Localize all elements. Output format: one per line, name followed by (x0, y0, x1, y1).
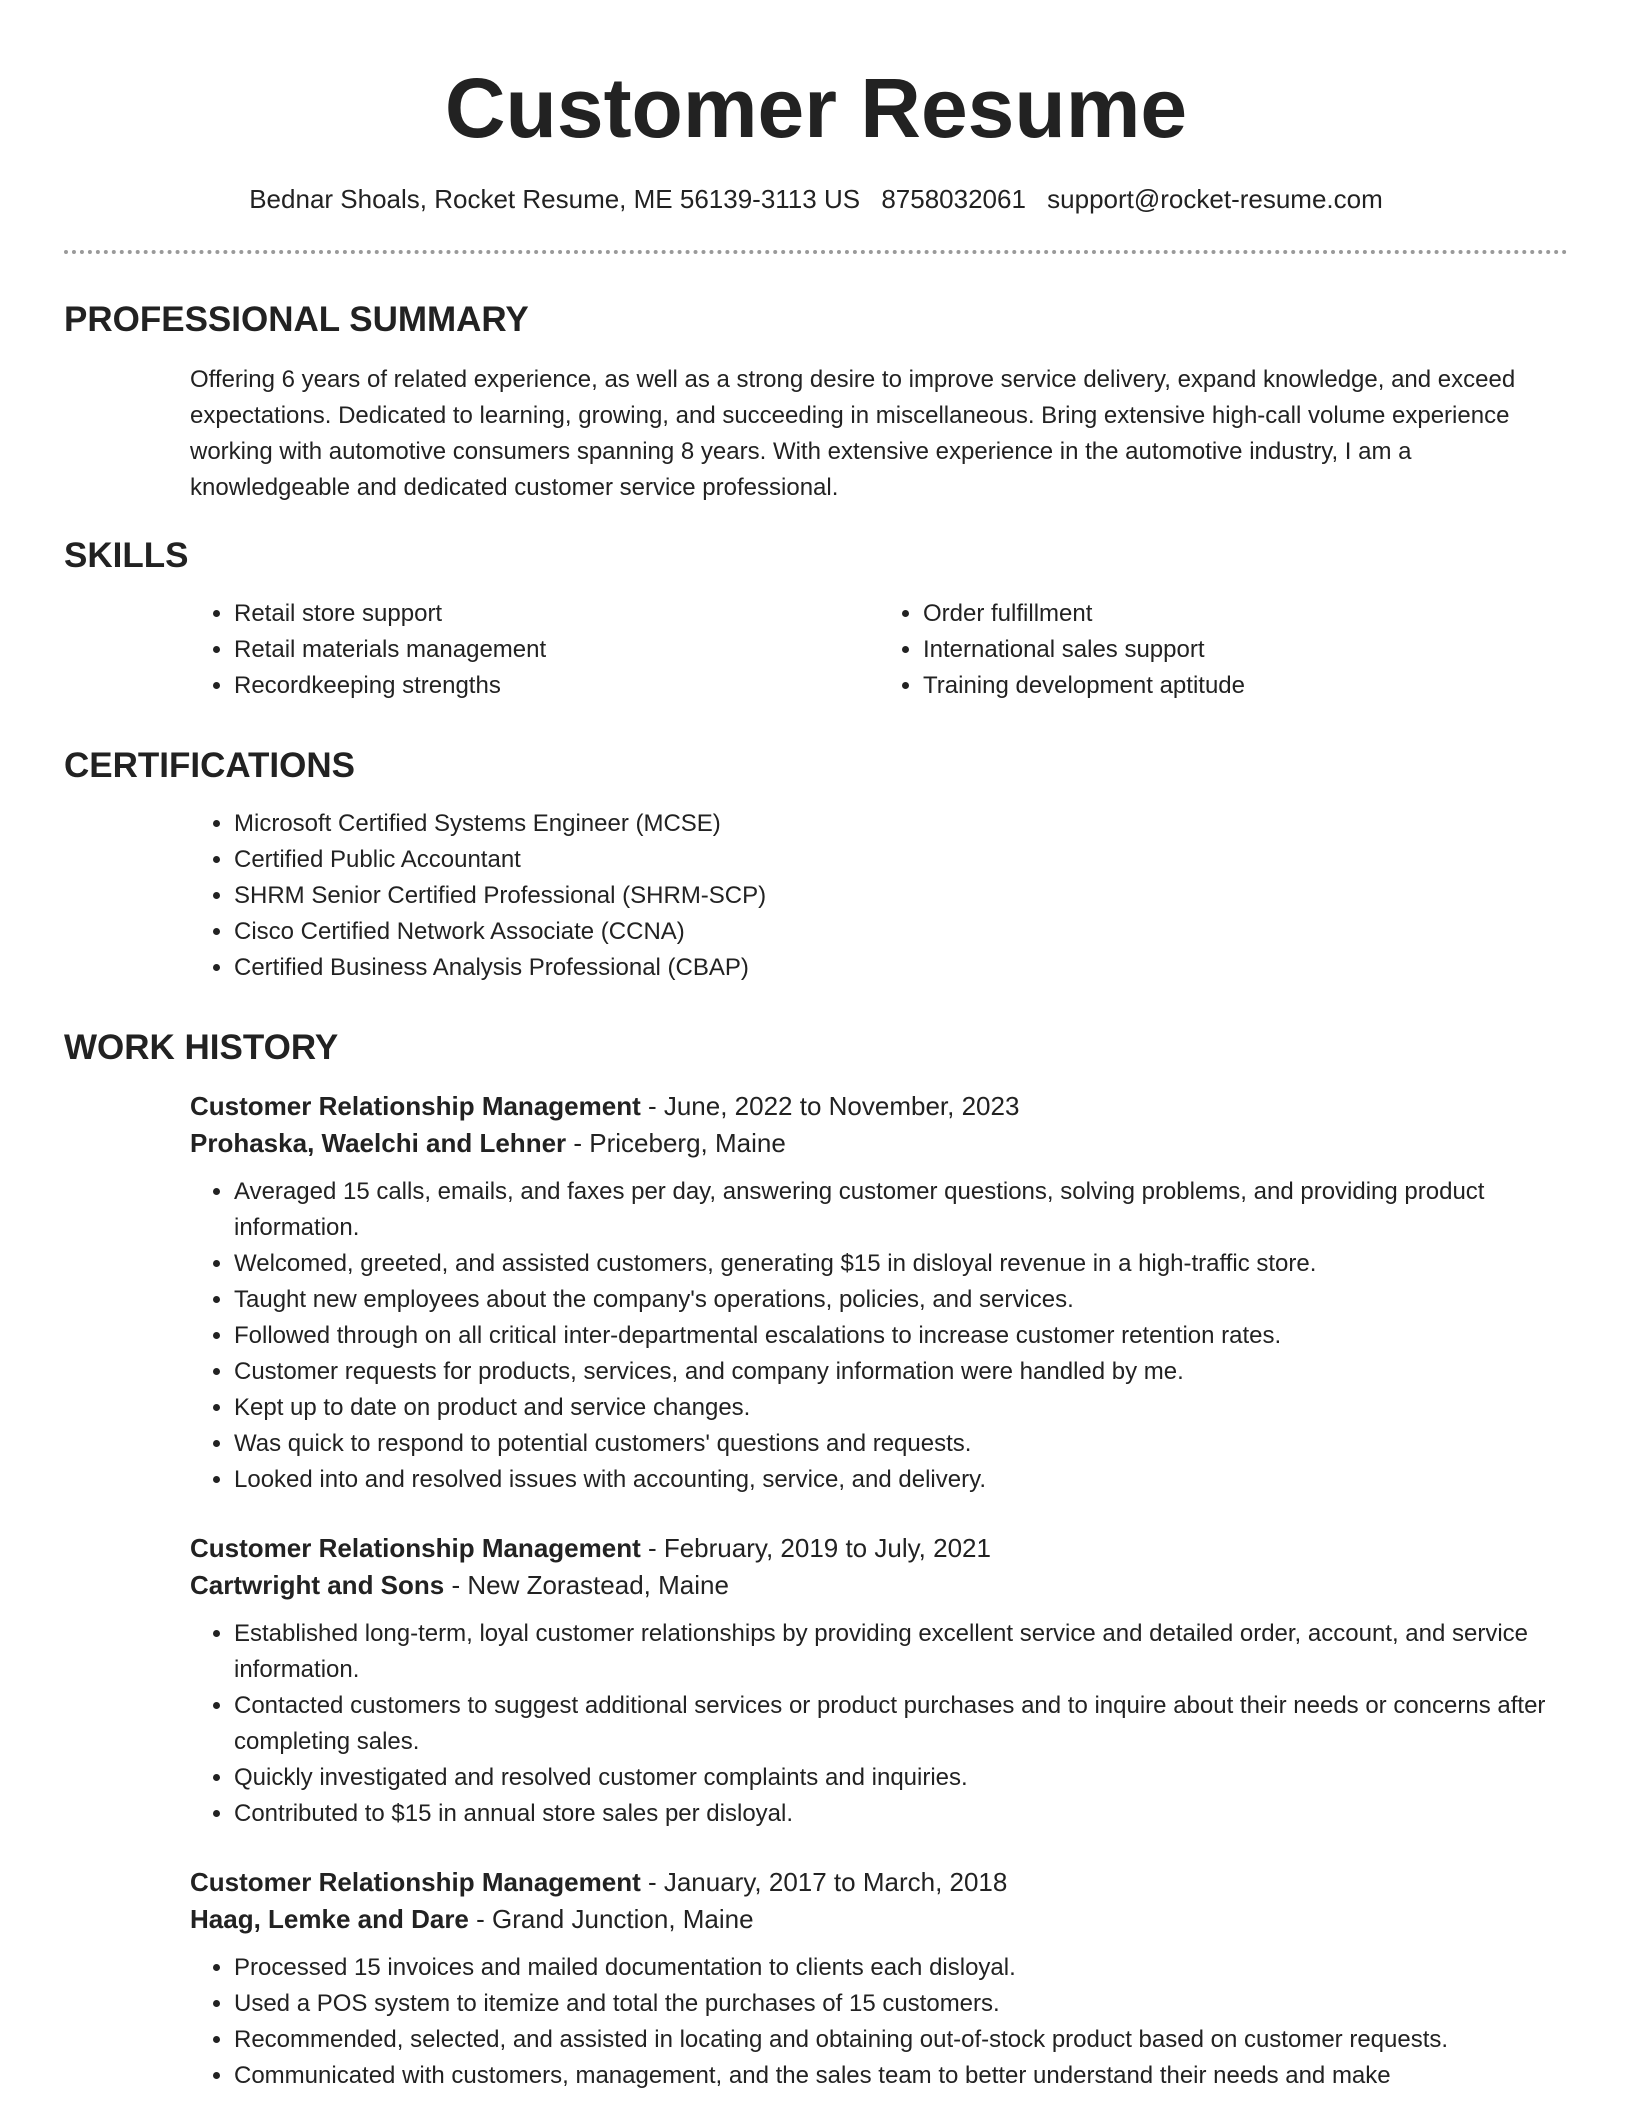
job-bullet: • Contributed to $15 in annual store sales per disloyal. (234, 1796, 1568, 1832)
job-title-line (190, 1530, 1568, 1566)
job-company: Prohaska, Waelchi and Lehner (190, 1128, 567, 1158)
job-dates: - January, 2017 to March, 2018 (640, 1867, 1008, 1897)
job-bullet: • Kept up to date on product and service changes. (234, 1390, 1568, 1426)
job-company-line (190, 1900, 1568, 1938)
job-entry (190, 1088, 1568, 1498)
certification-item: • Cisco Certified Network Associate (CCNA) (234, 914, 1568, 950)
job-entry (190, 1530, 1568, 1832)
skill-item: • Recordkeeping strengths (234, 668, 879, 704)
skills-grid (190, 596, 1568, 704)
contact-address: Bednar Shoals, Rocket Resume, ME 56139-3113 US (249, 184, 861, 214)
certification-item: • Microsoft Certified Systems Engineer (MCSE) (234, 806, 1568, 842)
job-role: Customer Relationship Management (190, 1533, 641, 1563)
certifications-content (190, 806, 1568, 986)
skill-item: • Training development aptitude (923, 668, 1568, 704)
job-company: Cartwright and Sons (190, 1570, 445, 1600)
job-title-line (190, 1864, 1568, 1900)
certification-item: • Certified Business Analysis Professional (CBAP) (234, 950, 1568, 986)
contact-line (0, 182, 1632, 216)
skills-title: SKILLS (64, 536, 189, 575)
job-bullets (190, 1616, 1568, 1832)
job-bullet: • Customer requests for products, services, and company information were handled by me. (234, 1354, 1568, 1390)
job-bullet: • Quickly investigated and resolved customer complaints and inquiries. (234, 1760, 1568, 1796)
skill-item: • Order fulfillment (923, 596, 1568, 632)
job-location: - New Zorastead, Maine (444, 1570, 729, 1600)
job-bullet: • Communicated with customers, management, and the sales team to better understand their needs and make (234, 2058, 1568, 2094)
skills-list-left (190, 596, 879, 704)
work-title: WORK HISTORY (64, 1028, 339, 1067)
job-bullet: • Averaged 15 calls, emails, and faxes per day, answering customer questions, solving problems, and providing product information. (234, 1174, 1568, 1246)
job-location: - Priceberg, Maine (566, 1128, 786, 1158)
resume-name: Customer Resume (444, 61, 1188, 155)
summary-title: PROFESSIONAL SUMMARY (64, 300, 529, 339)
job-bullet: • Followed through on all critical inter-departmental escalations to increase customer retention rates. (234, 1318, 1568, 1354)
job-bullet: • Used a POS system to itemize and total the purchases of 15 customers. (234, 1986, 1568, 2022)
certification-item: • Certified Public Accountant (234, 842, 1568, 878)
job-dates: - June, 2022 to November, 2023 (640, 1091, 1020, 1121)
certifications-title: CERTIFICATIONS (64, 746, 356, 785)
job-role: Customer Relationship Management (190, 1091, 641, 1121)
certifications-list (190, 806, 1568, 986)
summary-section (64, 298, 1568, 506)
summary-content (190, 362, 1568, 506)
job-bullet: • Processed 15 invoices and mailed documentation to clients each disloyal. (234, 1950, 1568, 1986)
skill-item: • Retail store support (234, 596, 879, 632)
skills-list-right (879, 596, 1568, 704)
certifications-section (64, 744, 1568, 986)
job-company: Haag, Lemke and Dare (190, 1904, 469, 1934)
job-bullet: • Taught new employees about the company's operations, policies, and services. (234, 1282, 1568, 1318)
job-dates: - February, 2019 to July, 2021 (640, 1533, 991, 1563)
job-company-line (190, 1124, 1568, 1162)
job-company-line (190, 1566, 1568, 1604)
work-section (64, 1026, 1568, 2094)
job-bullet: • Looked into and resolved issues with accounting, service, and delivery. (234, 1462, 1568, 1498)
job-bullet: • Contacted customers to suggest additional services or product purchases and to inquire about their needs or concerns after completing sales. (234, 1688, 1568, 1760)
job-role: Customer Relationship Management (190, 1867, 641, 1897)
skill-item: • International sales support (923, 632, 1568, 668)
job-bullet: • Welcomed, greeted, and assisted customers, generating $15 in disloyal revenue in a high-traffic store. (234, 1246, 1568, 1282)
job-bullet: • Was quick to respond to potential customers' questions and requests. (234, 1426, 1568, 1462)
skills-section (64, 534, 1568, 704)
contact-email: support@rocket-resume.com (1047, 184, 1383, 214)
summary-text: Offering 6 years of related experience, as well as a strong desire to improve service delivery, expand knowledge, and exceed expectations. Dedicated to learning, growing, and succeeding in miscellaneous. Bring extensive high-call volume experience working with automotive consumers spanning 8 years. With extensive experience in the automotive industry, I am a knowledgeable and dedicated customer service professional. (190, 366, 1516, 501)
job-entry (190, 1864, 1568, 2094)
job-location: - Grand Junction, Maine (468, 1904, 754, 1934)
job-bullets (190, 1950, 1568, 2094)
job-bullet: • Established long-term, loyal customer relationships by providing excellent service and detailed order, account, and service information. (234, 1616, 1568, 1688)
work-content (190, 1088, 1568, 2094)
skill-item: • Retail materials management (234, 632, 879, 668)
job-bullets (190, 1174, 1568, 1498)
contact-phone: 8758032061 (881, 184, 1026, 214)
job-title-line (190, 1088, 1568, 1124)
certification-item: • SHRM Senior Certified Professional (SHRM-SCP) (234, 878, 1568, 914)
job-bullet: • Recommended, selected, and assisted in locating and obtaining out-of-stock product based on customer requests. (234, 2022, 1568, 2058)
header-divider (64, 250, 1568, 254)
